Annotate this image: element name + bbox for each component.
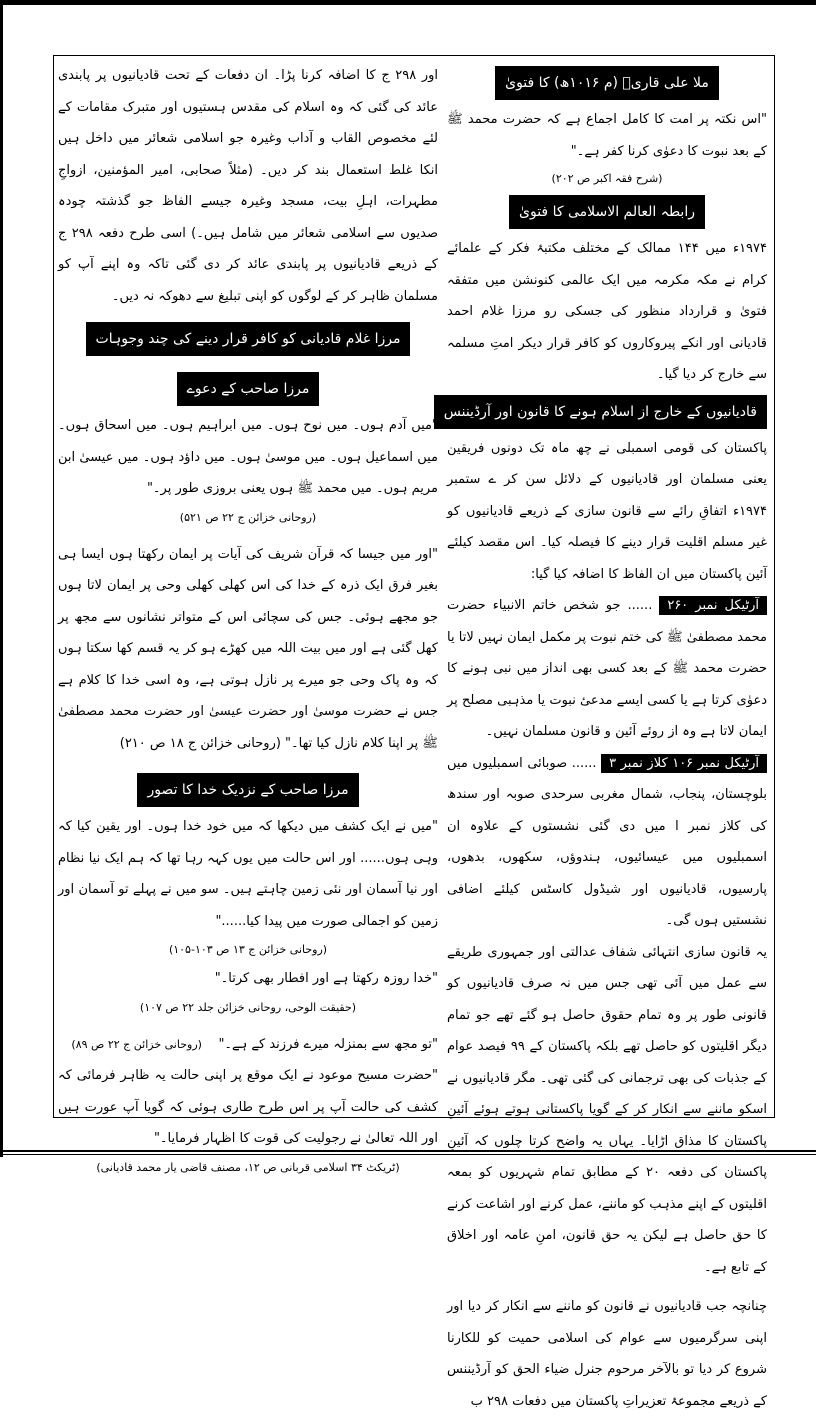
- god-quote-2: "خدا روزہ رکھتا ہے اور افطار بھی کرتا۔": [214, 971, 438, 986]
- law-paragraph-3: چنانچہ جب قادیانیوں نے قانون کو ماننے سے انکار کر دیا اور اپنی سرگرمیوں سے عوام کی اسلامی حمیت کو للکارنا شروع کر دیا تو بالآخر مرحوم جنرل ضیاء الحق کو آرڈیننس کے ذریعے مجموعۂ تعزیراتِ پاکستان میں دفعات ۲۹۸ ب: [447, 1299, 767, 1409]
- law-paragraph-2: یہ قانون سازی انتہائی شفاف عدالتی اور جمہوری طریقے سے عمل میں آئی تھی جس میں نہ صرف قادیانیوں کو قانونی طور پر وہ تمام حقوق حاصل ہو گئے تھے جو تمام دیگر اقلیتوں کو حاصل تھے بلکہ پاکستان کے ۹۹ فیصد عوام کے جذبات کی بھی ترجمانی کی گئی تھی۔ مگر قادیانیوں نے اسکو ماننے سے انکار کر کے گویا پاکستانی ہوتے ہوئے آئینِ پاکستان کا مذاق اڑایا۔ یہاں یہ واضح کرتا چلوں کہ آئینِ پاکستان کی دفعہ ۲۰ کے مطابق تمام شہریوں کو بمعہ اقلیتوں کے اپنے مذہب کو ماننے، عمل کرنے اور اشاعت کرنے کا حق حاصل ہے لیکن یہ حق قانون، امنِ عامہ اور اخلاق کے تابع ہے۔: [447, 944, 768, 1275]
- heading-mirza-claims: مرزا صاحب کے دعوے: [177, 372, 320, 406]
- mulla-ali-qari-quote: "اس نکتہ پر امت کا کامل اجماع ہے کہ حضرت محمد ﷺ کے بعد نبوت کا دعوٰی کرنا کفر ہے۔": [447, 112, 767, 159]
- son-quote-line: [58, 1029, 438, 1061]
- heading-reasons-for-kufr: مرزا غلام قادیانی کو کافر قرار دینے کی چند وجوہات: [86, 322, 411, 356]
- claims-quote: "میں آدم ہوں۔ میں نوح ہوں۔ میں ابراہیم ہوں۔ میں اسحاق ہوں۔ میں اسماعیل ہوں۔ میں موسیٰ ہوں۔ میں داؤد ہوں۔ میں عیسیٰ ابن مریم ہوں۔ میں محمد ﷺ ہوں یعنی بروزی طور پر۔": [58, 418, 438, 496]
- article-106-paragraph: [447, 748, 767, 937]
- page-top-edge: [0, 0, 816, 5]
- heading-god-concept: مرزا صاحب کے نزدیک خدا کا تصور: [137, 773, 358, 807]
- article-106-label: آرٹیکل نمبر ۱۰۶ کلاز نمبر ۳: [601, 754, 767, 773]
- law-intro-text: پاکستان کی قومی اسمبلی نے چھ ماہ تک دونوں فریقین یعنی مسلمان اور قادیانیوں کے دلائل سن کر ے ستمبر ۱۹۷۴ء اتفاقِ رائے سے قانون سازی کے ذریعے قادیانیوں کو غیر مسلم اقلیت قرار دینے کا فیصلہ کیا۔ اس مقصد کیلئے آئین پاکستان میں ان الفاظ کا اضافہ کیا گیا:: [447, 440, 767, 582]
- right-column: [443, 60, 768, 1417]
- left-column: [58, 60, 438, 1181]
- kashf-citation: (ٹریکٹ ۳۴ اسلامی قربانی ص ۱۲، مصنف قاضی یار محمد قادیانی): [96, 1160, 400, 1174]
- claims-citation: (روحانی خزائن ج ۲۲ ص ۵۲۱): [179, 510, 317, 524]
- article-260-text: ...... جو شخص خاتم الانبیاء حضرت محمد مصطفیٰ ﷺ کی ختم نبوت پر مکمل ایمان نہیں لاتا یا حضرت محمد ﷺ کے بعد کسی بھی انداز میں نبی ہونے کا دعوٰی کرتا ہے یا کسی ایسے مدعیٔ نبوت یا مذہبی مصلح پر ایمان لاتا ہے وہ از روئے آئین و قانون مسلمان نہیں۔: [447, 598, 767, 739]
- continuation-text: اور ۲۹۸ ج کا اضافہ کرنا پڑا۔ ان دفعات کے تحت قادیانیوں پر پابندی عائد کی گئی کہ وہ اسلام کی مقدس ہستیوں اور متبرک مقامات کے لئے مخصوص القاب و آداب وغیرہ جو اسلامی شعائر میں داخل ہیں انکا غلط استعمال بند کر دیں۔ (مثلاً صحابی، امیر المؤمنین، ازواجِ مطہرات، اہلِ بیت، مسجد وغیرہ جیسے الفاظ جو گذشتہ چودہ صدیوں سے اسلامی شعائر میں شامل ہیں۔) اسی طرح دفعہ ۲۹۸ ج کے ذریعے قادیانیوں پر پابندی عائد کر دی گئی تاکہ وہ اپنے آپ کو مسلمان ظاہر کر کے لوگوں کو اپنی تبلیغ سے دھوکہ نہ دیں۔: [58, 68, 438, 304]
- heading-rabita-fatwa: رابطہ العالم الاسلامی کا فتویٰ: [509, 195, 705, 229]
- page-left-edge: [0, 0, 3, 1157]
- god-quote-1: "میں نے ایک کشف میں دیکھا کہ میں خود خدا ہوں۔ اور یقین کیا کہ وہی ہوں...... اور اس حالت میں یوں کہہ رہا تھا کہ ہم ایک نیا نظام اور نیا آسمان اور نئی زمین چاہتے ہیں۔ سو میں نے پہلے تو آسمان اور زمین کو اجمالی صورت میں پیدا کیا......": [58, 819, 438, 929]
- son-quote: "تو مجھ سے بمنزلہ میرے فرزند کے ہے۔": [218, 1036, 438, 1052]
- rabita-fatwa-text: ۱۹۷۴ء میں ۱۴۴ ممالک کے مختلف مکتبۂ فکر کے علمائے کرام نے مکہ مکرمہ میں ایک عالمی کنونشن میں متفقہ فتویٰ و قرارداد منظور کی جسکی رو مرزا غلام احمد قادیانی اور انکے پیروکاروں کو کافر قرار دیکر امتِ مسلمہ سے خارج کر دیا گیا۔: [447, 241, 767, 382]
- kashf-quote: "حضرت مسیح موعود نے ایک موقع پر اپنی حالت یہ ظاہر فرمائی کہ کشف کی حالت آپ پر اس طرح طاری ہوئی کہ گویا آپ عورت ہیں اور اللہ تعالیٰ نے رجولیت کی قوت کا اظہار فرمایا۔": [58, 1068, 438, 1146]
- god-citation-2: (حقیقت الوحی، روحانی خزائن جلد ۲۲ ص ۱۰۷): [139, 1000, 357, 1014]
- article-260-paragraph: [447, 590, 767, 748]
- son-citation: (روحانی خزائن ج ۲۲ ص ۸۹): [71, 1037, 202, 1051]
- article-106-text: ...... صوبائی اسمبلیوں میں بلوچستان، پنجاب، شمال مغربی سرحدی صوبہ اور سندھ کی کلاز نمبر ا میں دی گئی نشستوں کے علاوہ ان اسمبلیوں میں عیسائیوں، ہندوؤں، سکھوں، بدھوں، پارسیوں، قادیانیوں اور شیڈول کاسٹس کیلئے اضافی نشستیں ہوں گی۔: [447, 755, 767, 928]
- heading-mulla-ali-qari-fatwa: ملا علی قاریؒ (م ۱۰۱۶ھ) کا فتویٰ: [495, 66, 719, 100]
- mulla-ali-qari-citation: (شرح فقہ اکبر ص ۲۰۲): [551, 172, 663, 185]
- god-citation-1: (روحانی خزائن ج ۱۳ ص ۱۰۳-۱۰۵): [168, 943, 328, 956]
- heading-law-and-ordinance: قادیانیوں کے خارج از اسلام ہونے کا قانون اور آرڈیننس: [434, 395, 767, 429]
- article-260-label: آرٹیکل نمبر ۲۶۰: [659, 596, 767, 615]
- revelation-quote: "اور میں جیسا کہ قرآن شریف کی آیات پر ایمان رکھتا ہوں ایسا ہی بغیر فرق ایک ذرہ کے خدا کی اس کھلی کھلی وحی پر ایمان لاتا ہوں جو مجھے ہوئی۔ جس کی سچائی اس کے متواتر نشانوں سے مجھ پر کھل گئی ہے اور میں بیت اللہ میں کھڑے ہو کر یہ قسم کھا سکتا ہوں کہ وہ پاک وحی جو میرے پر نازل ہوتی ہے، وہ اسی خدا کا کلام ہے جس نے حضرت موسیٰ اور حضرت عیسیٰ اور حضرت محمد مصطفیٰ ﷺ پر اپنا کلام نازل کیا تھا۔" (روحانی خزائن ج ۱۸ ص ۲۱۰): [58, 546, 438, 751]
